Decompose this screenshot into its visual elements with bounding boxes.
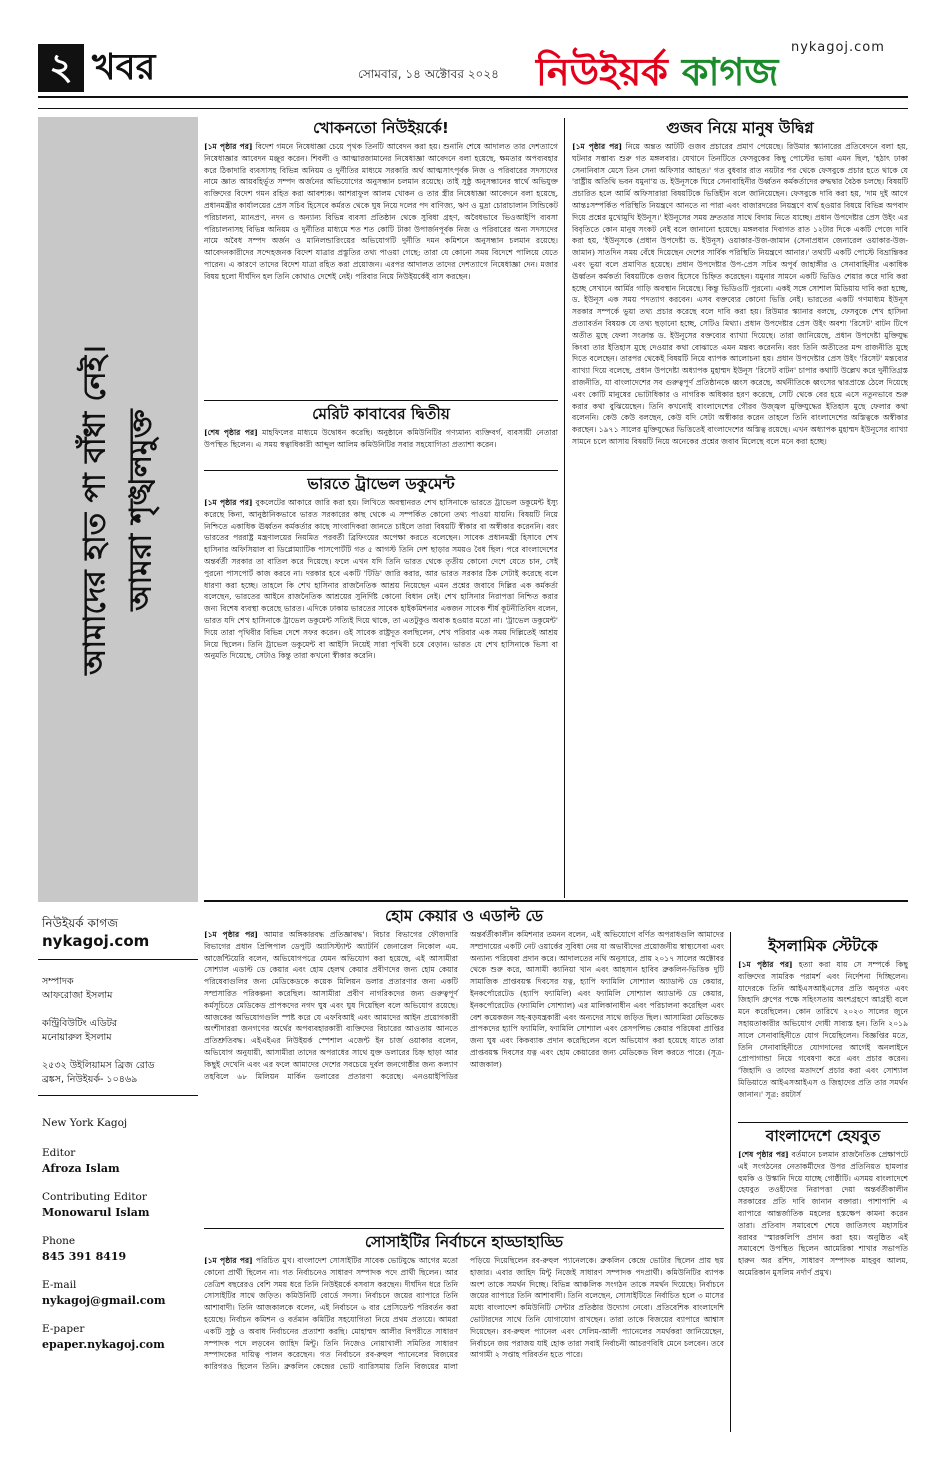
newspaper-logo — [536, 50, 778, 94]
article-merit-kabab — [204, 404, 558, 466]
masthead-rule-thin — [38, 108, 908, 109]
column-divider — [564, 118, 565, 898]
sidebar-rule — [38, 959, 198, 960]
article-khokon — [204, 118, 558, 396]
phone-number[interactable]: 845 391 8419 — [42, 1250, 127, 1263]
contrib-label: Contributing Editor — [42, 1191, 147, 1203]
address-line-2: ব্রঙ্কস, নিউইয়র্ক- ১০৪৬৯ — [42, 1074, 138, 1085]
article-lead: [১ম পৃষ্ঠার পর] — [204, 142, 253, 151]
article-hezbut — [738, 1126, 908, 1432]
article-separator — [204, 400, 558, 401]
article-headline: মেরিট কাবাবের দ্বিতীয় — [312, 405, 450, 423]
phone-label: Phone — [42, 1235, 76, 1247]
article-body — [572, 141, 908, 448]
issue-date: সোমবার, ১৪ অক্টোবর ২০২৪ — [358, 67, 499, 81]
slogan-line-1: আমাদের হাত পা বাঁধা নেই। — [77, 344, 113, 675]
article-text: পরিচিত মুখ। বাংলাদেশ সোসাইটির সাবেক ভোটযুদ্ধে আগের মতো কোনো প্রার্থী ছিলেন না। গত নির্বাচনেও সাধারণ সম্পাদক পদে প্রার্থী ছিলেন। আর তেত্রিশ বছরেরও বেশি সময় ধরে তিনি নিউইয়র্কে বসবাস করছেন। দীর্ঘদিন ধরে তিনি সোসাইটির সাথে জড়িত। কমিউনিটি বোর্ডে সদস্য। নির্বাচনে জয়ের ব্যাপারে তিনি আশাবাদী। তিনি আজকালকে বলেন, এই নির্বাচনে ৬ বার প্রেসিডেন্ট পরিবর্তন করা হয়েছে। নির্বাচন কমিশন ও বর্তমান কমিটির সহযোগিতা নিয়ে প্রথম প্রত্যয়ে। আমরা একটি সুষ্ঠু ও অবাধ নির্বাচনের প্রত্যাশা করছি। মোহাম্মদ আলীর বিপরীতে সাধারণ সম্পাদক পদে লড়বেন জাহিদ মিন্টু। তিনি নিজেও নোয়াখালী সমিতির সাধারণ সম্পাদকের দায়িত্ব পালন করেছেন। গত নির্বাচনে রব-রুহুল প্যানেলের বিজয়ের কারিগরও ছিলেন তিনি। ব্রুকলিন কেন্দ্রের ভোট ব্যারিসমায় তিনি বিজয়ের মালা পড়িয়ে দিয়েছিলেন রব-রুহুল প্যানেলকে। ব্রুকলিন কেন্দ্রে ভোটার ছিলেন প্রায় ছয় হাজার। এবার জাহিদ মিন্টু নিজেই সাধারণ সম্পাদক পদপ্রার্থী। কমিউনিটির ব্যাপক অংশ তাকে সমর্থন দিচ্ছে। বিভিন্ন আঞ্চলিক সংগঠন তাকে সমর্থন দিয়েছে। নির্বাচনে জয়ের ব্যাপারে তিনি আশাবাদী। তিনি বলেছেন, সোসাইটিতে নির্বাচিত হলে ৩ মাসের মধ্যে বাংলাদেশ কমিউনিটি সেন্টার প্রতিষ্ঠার উদ্যোগ নেবো। প্রতিবেশিক বাংলাদেশি ভোটারদের সাথে তিনি যোগাযোগ রাখছেন। তারা তাকে বিজয়ের ব্যাপারে আশ্বাস দিয়েছেন। রব-রুহুল প্যানেল এবং সেলিম-আলী প্যানেলের সমর্থকরা জানিয়েছেন, নির্বাচনে জয় পরাজয় যাই হোক তারা সবাই নির্বাচনী আচরণবিধি মেনে চলবেন। তবে আগামী ২ সপ্তাহ পরিবর্তন হতে পারে। — [204, 1256, 724, 1372]
sidebar-rule — [38, 1095, 198, 1096]
article-body — [204, 141, 558, 283]
paper-name-bn: নিউইয়র্ক কাগজ — [42, 916, 118, 930]
editor-label: Editor — [42, 1147, 76, 1159]
address-line-1: ২৫৩২ উইলিয়ামস ব্রিজ রোড — [42, 1060, 155, 1071]
contrib-name: Monowarul Islam — [42, 1206, 150, 1219]
article-separator — [204, 470, 558, 471]
article-body — [738, 1149, 908, 1279]
email-label: E-mail — [42, 1279, 77, 1291]
sidebar — [38, 117, 198, 1437]
section-separator — [204, 900, 908, 902]
email-address[interactable]: nykagoj@gmail.com — [42, 1294, 166, 1307]
editor-name-bn: আফরোজা ইসলাম — [42, 990, 113, 1001]
article-text: বর্তমানে চলমান রাজনৈতিক প্রেক্ষাপটে এই সংগঠনের নেতাকর্মীদের উপর প্রতিনিয়ত হামলার হুমকি ও উস্কানি দিয়ে যাচ্ছে গোষ্ঠীটি। এসময় বাংলাদেশে হেযবুত তওহীদের নিরাপত্তা দেয়া অন্তর্বর্তীকালীন সরকারের প্রতি দাবি জানান বক্তারা। পাশাপাশি এ ব্যাপারে আন্তর্জাতিক মহলের হস্তক্ষেপ কামনা করেন তারা। প্রতিবাদ সমাবেশে শেষে জাতিসংঘ মহাসচিব বরাবর 'স্মারকলিপি প্রদান করা হয়। অনুষ্ঠিত এই সমাবেশে উপস্থিত ছিলেন আমেরিকা শাখার সভাপতি হারুন অর রশিদ, সাধারণ সম্পাদক মাহবুব আলম, অমেরিকান মুসলিম নর্দার্ণ প্রমুখ। — [738, 1150, 908, 1277]
article-headline: হোম কেয়ার ও এডাল্ট ডে — [384, 907, 544, 925]
article-text: মাহফিলের মাধ্যমে উদ্বোধন করেছি। অনুষ্ঠানে কমিউনিটির গণ্যমান্য ব্যক্তিবর্গ, ব্যবসায়ী নেতারা উপস্থিত ছিলেন। এ সময় স্বত্বাধিকারী আব্দুল আলিম কমিউনিটির সবার সহযোগিতা প্রত্যাশা করেন। — [204, 428, 558, 449]
article-headline: ভারতে ট্রাভেল ডকুমেন্ট — [307, 475, 455, 493]
article-headline: গুজব নিয়ে মানুষ উদ্বিগ্ন — [666, 119, 814, 137]
sidebar-website[interactable]: nykagoj.com — [42, 932, 150, 950]
article-text: বিদেশ গমনে নিষেধাজ্ঞা চেয়ে পৃথক তিনটি আবেদন করা হয়। শুনানি শেষে আদালত তার দেশত্যাগে নিষেধাজ্ঞার আবেদন মঞ্জুর করেন। শিবলী ও আত্মারজামানের নিষেধাজ্ঞা আবেদনে বলা হয়েছে, ক্ষমতার অপব্যবহার করে ঠিকাদারি ব্যবসাসহ বিভিন্ন অনিয়ম ও দুর্নীতির মাধ্যমে সরকারি অর্থ আত্মসাৎপূর্বক নিজ ও পরিবারের সদস্যদের নামে জ্ঞাত আয়বহির্ভূত সম্পদ অর্জনের অভিযোগের অনুসন্ধান চলমান রয়েছে। তাই সুষ্ঠু অনুসন্ধানের স্বার্থে অভিযুক্ত ব্যক্তিদের বিদেশ গমন রহিত করা আবশ্যক। আশরাফুল আলম খোকন ও তার স্ত্রীর নিষেধাজ্ঞা আবেদনে বলা হয়েছে, প্রধানমন্ত্রীর কার্যালয়ের প্রেস সচিব হিসেবে কর্মরত থেকে ঘুষ নিয়ে দলের পদ বাণিজ্য, ঋণ ও মুদ্রা চোরাচালান সিন্ডিকেট পরিচালনা, ম্যানপ্রণ, নদন ও অন্যান্য বিভিন্ন ব্যবসা প্রতিষ্ঠান থেকে সুবিধা গ্রহণ, অবৈধভাবে ভিওআইপি ব্যবসা পরিচালনাসহ বিভিন্ন অনিয়ম ও দুর্নীতির মাধ্যমে শত শত কোটি টাকা উপার্জনপূর্বক নিজ ও পরিবারের অন্য সদস্যদের নামে অবৈধ সম্পদ অর্জন ও মানিলন্ডারিংয়ের অভিযোগটি দুর্নীতি দমন কমিশনে অনুসন্ধান চলমান রয়েছে। আবেদনকারীদের সন্দেহজনক বিদেশ যাত্রার প্রস্তুতির তথ্য পাওয়া গেছে; তারা যে কোনো সময় বিদেশে পালিয়ে যেতে পারেন। এ কারণে তাদের বিদেশ যাত্রা রহিত করা প্রয়োজন। এরপর আদালত তাদের দেশত্যাগে নিষেধাজ্ঞা দেন। মজার বিষয় হলো দীর্ঘদিন হল তিনি কোথাও দেশেই নেই। পরিবার নিয়ে নিউইয়র্কেই বাস করছেন। — [204, 142, 558, 281]
masthead — [0, 0, 945, 110]
article-society-election — [204, 1232, 724, 1432]
article-body — [204, 427, 558, 451]
article-lead: [১ম পৃষ্ঠার পর] — [204, 930, 258, 939]
article-lead: [শেষ পৃষ্ঠার পর] — [204, 428, 258, 437]
masthead-website[interactable]: nykagoj.com — [791, 40, 885, 55]
article-lead: [১ম পৃষ্ঠার পর] — [738, 960, 793, 969]
masthead-rule — [38, 96, 908, 98]
column-divider — [730, 932, 731, 1432]
article-headline: খোকনতো নিউইয়র্কে! — [313, 119, 449, 137]
article-headline: বাংলাদেশে হেযবুত — [765, 1127, 881, 1145]
article-travel-document — [204, 474, 558, 894]
logo-part-newyork: নিউইয়র্ক — [536, 50, 668, 94]
editor-label-bn: সম্পাদক — [42, 976, 74, 987]
logo-part-kagoj: কাগজ — [681, 50, 779, 94]
paper-name-en: New York Kagoj — [42, 1117, 128, 1129]
article-lead: [১ম পৃষ্ঠার পর] — [204, 498, 253, 507]
article-body — [204, 929, 724, 1082]
epaper-label: E-paper — [42, 1323, 85, 1335]
article-lead: [শেষ পৃষ্ঠার পর] — [738, 1150, 789, 1159]
article-home-care — [204, 906, 724, 1224]
article-text: বুকলেটের আকারে জারি করা হয়। লিখিতে অবস্থানরত শেখ হাসিনাকে ভারতে ট্রাভেল ডকুমেন্ট ইস্যু করেছে কিনা, আনুষ্ঠানিকভাবে ভারত সরকারের কাছ থেকে এ সম্পর্কিত কোনো তথ্য পাওয়া যায়নি। বিষয়টি নিয়ে নিশ্চিতে একাধিক ঊর্ধ্বতন কর্মকর্তার কাছে সাংবাদিকরা জানতে চাইলে তারা বিষয়টি স্বীকার বা অস্বীকার করেননি। বরং ভারতের পররাষ্ট্র মন্ত্রণালয়ের নিয়মিত পরবর্তী ব্রিফিংয়ের অপেক্ষা করতে বলেছেন। সাবেক প্রধানমন্ত্রী হিসাবে শেখ হাসিনার অফিসিয়াল বা ডিপ্লোম্যাটিক পাসপোর্টটি গত ৫ আগস্ট তিনি দেশ ছাড়ার সময়ও বৈধ ছিল। পরে বাংলাদেশের অন্তর্বর্তী সরকার তা বাতিল করে দিয়েছে। ফলে এখন যদি তিনি ভারত থেকে তৃতীয় কোনো দেশে যেতে চান, সেই পুরনো পাসপোর্ট কাজ করবে না। দরকার হবে একটি 'টিডি' জারি করার, আর ভারত সরকার ঠিক সেটাই করেছে বলে ধারণা করা হচ্ছে। তাহলে কি শেখ হাসিনার রাজনৈতিক আশ্রয় নিয়েছেন এমন প্রশ্নের জবাবে দিল্লির এক কর্মকর্তা বলেছেন, ভারতের আইনে রাজনৈতিক আশ্রয়ের সুনির্দিষ্ট কোনো বিধান নেই। শেখ হাসিনার নিরাপত্তা নিশ্চিত করার জন্য বিশেষ ব্যবস্থা করেছে ভারত। এদিকে ঢাকায় ভারতের সাবেক হাইকমিশনার একজন সাবেক শীর্ষ কূটনীতিবিদ বলেন, ভারত যদি শেখ হাসিনাকে ট্রাভেল ডকুমেন্ট সত্যিই দিয়ে থাকে, তা এতটুকুও অবাক হওয়ার মতো না। 'ট্রাভেল ডকুমেন্ট' দিয়ে তারা পৃথিবীর বিভিন্ন দেশে সফর করেন। ওই সাবেক রাষ্ট্রদূত বলছিলেন, শেখ পরিবার এক সময় দিল্লিতেই আশ্রয় নিয়ে ছিলেন। তিনি ট্রাভেল ডকুমেন্ট বা আইসি নিয়েই সারা পৃথিবী চষে বেড়ান। ভারত যে শেখ হাসিনাকে ভিসা বা অনুমতি দিয়েছে, সেটাও কিন্তু তারা কখনো স্বীকার করেনি। — [204, 498, 558, 661]
article-headline: ইসলামিক স্টেটকে — [768, 937, 878, 955]
page-number: ২ — [38, 44, 84, 92]
article-text: নিয়ে অন্তত আটটি গুজব প্রচারের প্রমাণ পেয়েছে। রিউমার স্ক্যানারের প্রতিবেদনে বলা হয়, ঘটনার সম্ভাব্য শুরু গত মঙ্গলবার। যেখানে তিনটিতে ফেসবুকের কিছু পোস্টের ভাষা এমন ছিল, 'হঠাৎ ঢাকা সেনানিবাস মেসে তিন সেনা অফিসার আহত।' গত বুধবার রাত নয়টার পর থেকে ফেসবুকে প্রচার হতে থাকে যে 'রাষ্ট্রীয় অতিথি ভবন যমুনা'য় ড. ইউনূসকে ঘিরে সেনাবাহিনীর উর্ধ্বতন কর্মকর্তাদের রুদ্ধদ্বার বৈঠক চলছে। বিষয়টি প্রচারিত হলে আর্মি অফিসারারা বিষয়টিকে ভিত্তিহীন বলে জানিয়েছেন। ফেসবুকে দাবি করা হয়, 'দাম দুই আগে আন্তঃসম্পর্কিত পরিস্থিতি নিয়ন্ত্রণে আনতে না পারা এবং বাজারদরের নিয়ন্ত্রণে ব্যর্থ হওয়ার বিষয়ে বিভিন্ন অপবাদ দিয়ে প্রশ্নের মুখোমুখি ইউনূস।' ইউনূসের সময় দ্রুততার সাথে বিদায় নিতে যাচ্ছে। প্রধান উপদেষ্টার প্রেস উইং এর বিবৃতিতে কোন মানুষ সংকট নেই বলে জানানো হয়েছে। মঙ্গলবার দিবাগত রাত ১২টার দিকে একটি পেজে দাবি করা হয়, 'ইউনূসকে (প্রধান উপদেষ্টা ড. ইউনূস) ওয়াকার-উজ-জামান (সেনাপ্রধান জেনারেল ওয়াকার-উজ-জামান) সাতদিন সময় বেঁধে দিয়েছেন দেশের সার্বিক পরিস্থিতি নিয়ন্ত্রণে আনার।' তথ্যটি একটি পোস্টে বিভ্রান্তিকর এবং ভুয়া বলে প্রমাণিত হয়েছে। প্রধান উপদেষ্টার উপ-প্রেস সচিব অপূর্ব জাহাঙ্গীর ও সেনাবাহিনীর একাধিক ঊর্ধ্বতন কর্মকর্তা বিষয়টিকে গুজব হিসেবে চিহ্নিত করেছেন। যমুনার সামনে একটি ভিডিও শেয়ার করে দাবি করা হচ্ছে সেখানে আর্মির গাড়ি অবস্থান নিয়েছে। কিন্তু ভিডিওটি পুরনো। একই সঙ্গে সোশাল মিডিয়ায় দাবি করা হচ্ছে, ড. ইউনূস এক সময় পদত্যাগ করবেন। এসব বক্তব্যের কোনো ভিত্তি নেই। ভারতের একটি গণমাধ্যম ইউনূস সরকার সম্পর্কে ভুয়া তথ্য প্রচার করেছে বলে দাবি করা হয়। রিউমার স্ক্যানার বলছে, ফেসবুকে শেখ হাসিনা প্রত্যাবর্তন বিষয়ক যে তথ্য ছড়ানো হচ্ছে, সেটিও মিথ্যা। প্রধান উপদেষ্টার প্রেস উইং অবশ্য 'রিসেট' বাটন টিপে অতীত মুছে ফেলা সংক্রান্ত ড. ইউনূসের বক্তব্যের ব্যাখ্যা দিয়েছে। তারা জানিয়েছে, প্রধান উপদেষ্টা মুক্তিযুদ্ধ কিংবা তার ইতিহাস মুছে দেওয়ার কথা বোঝাতে এমন মন্তব্য করেননি। বরং তিনি অতীতের মন্দ রাজনীতি মুছে দিতে বলেছেন। তারপর থেকেই বিষয়টি নিয়ে ব্যাপক আলোচনা হয়। প্রধান উপদেষ্টার প্রেস উইং 'রিসেট' মন্তব্যের ব্যাখ্যা দিয়ে বলেছে, প্রধান উপদেষ্টা অধ্যাপক মুহাম্মদ ইউনূস 'রিসেট বাটন' চাপার কথাটি উল্লেখ করে দুর্নীতিগ্রস্ত রাজনীতি, যা বাংলাদেশের সব গুরুত্বপূর্ণ প্রতিষ্ঠানকে ধ্বংস করেছে, অর্থনীতিকে ধ্বংসের দ্বারপ্রান্তে ঠেলে দিয়েছে এবং কোটি মানুষের ভোটাধিকার ও নাগরিক অধিকার হরণ করেছে, সেটি থেকে বের হয়ে এসে নতুনভাবে শুরু করার কথা বুঝিয়েছেন। তিনি কখনোই বাংলাদেশের গৌরব উজ্জ্বল মুক্তিযুদ্ধের ইতিহাস মুছে ফেলার কথা বলেননি। কেউ কেউ বলছেন, কেউ যদি সেটা অস্বীকার করেন তাহলে তিনি বাংলাদেশের অস্তিত্বকে অস্বীকার করছেন। ১৯৭১ সালের মুক্তিযুদ্ধের ভিত্তিতেই বাংলাদেশের অস্তিত্ব রয়েছে। এখন অধ্যাপক মুহাম্মদ ইউনূসের ব্যাখ্যা সামনে চলে আসায় বিষয়টি নিয়ে অনেকের প্রশ্নের জবাব মিলেছে বলে মনে করা হচ্ছে। — [572, 142, 908, 446]
article-separator — [204, 1228, 724, 1229]
contrib-name-bn: মনোয়ারুল ইসলাম — [42, 1032, 112, 1043]
article-body — [204, 1255, 724, 1373]
section-title: খবর — [92, 47, 156, 88]
slogan-line-2: আমরা শৃঙ্খলমুক্ত — [123, 408, 159, 611]
article-lead: [১ম পৃষ্ঠার পর] — [204, 1256, 253, 1265]
contrib-label-bn: কন্ট্রিবিউটিং এডিটর — [42, 1018, 118, 1029]
article-lead: [১ম পৃষ্ঠার পর] — [572, 142, 623, 151]
article-text: হত্যা করা যায় সে সম্পর্কে কিছু ব্যক্তিদের সামরিক পরামর্শ এবং নির্দেশনা দিচ্ছিলেন। যাদেরকে তিনি আইএসআইএসের প্রতি অনুগত এবং জিহাদি গ্রুপের পক্ষে সহিংসতায় অংশগ্রহণে আগ্রহী বলে মনে করেছিলেন। কোন তারিখে ২০২৩ সালের জুনে সহায়তাকারীর অভিযোগ দোষী সাব্যস্ত হন। তিনি ২০১৯ সালে সেনাবাহিনীতে যোগ দিয়েছিলেন। বিজ্ঞপ্তির মতে, তিনি সেনাবাহিনীতে যোগদানের আগেই অনলাইনে প্রোপাগান্ডা নিয়ে গবেষণা করে এবং প্রচার করেন। 'জিহাদি ও তাদের মতাদর্শে প্রচার করা এবং সোশ্যাল মিডিয়াতে আইএসআইএস ও জিহাদের প্রতি তার সমর্থন জানান।' সূত্র: রয়টার্স — [738, 960, 908, 1099]
slogan-vertical — [38, 117, 198, 902]
article-headline: সোসাইটির নির্বাচনে হাড্ডাহাড্ডি — [364, 1233, 564, 1251]
article-body — [738, 959, 908, 1101]
epaper-url[interactable]: epaper.nykagoj.com — [42, 1338, 165, 1351]
article-islamic-state — [738, 936, 908, 1116]
article-text: আমার অঙ্গিকারবদ্ধ প্রতিজ্ঞাবদ্ধ'। বিচার বিভাগের ফৌজদারি বিভাগের প্রধান প্রিন্সিপাল ডেপুটি অ্যাসিস্ট্যান্ট অ্যাটর্নি জেনারেল নিকোল এম. আর্জেন্টিয়েরি বলেন, অভিযোগপত্রে যেমন অভিযোগ করা হয়েছে, এই আসামীরা সোশ্যাল এডাল্ট ডে কেয়ার এবং হোম হেলথ কেয়ার প্রবীণদের জন্য হোম কেয়ার পরিষেবাগুলির জন্য মেডিকেডকে কয়েক মিলিয়ন ডলার প্রতারণার জন্য একটি সম্প্রসারিত পরিকল্পনা করেছিল। আসামীরা প্রবীণ নাগরিকদের জন্য গুরুত্বপূর্ণ কর্মসূচিতে মেডিকেড প্রাপকদের নগদ ঘুষ এবং ঘুষ দিয়েছিল বলে অভিযোগ রয়েছে। আজকের অভিযোগগুলি স্পষ্ট করে যে এফবিআই এবং আমাদের আইন প্রয়োগকারী অংশীদাররা জনগণের অর্থের অপব্যবহারকারী ব্যক্তিদের বিচারের আওতায় আনতে প্রতিশ্রুতিবদ্ধ। এইএইএর নিউইয়র্ক স্পেশাল এজেন্ট ইন চার্জ ওয়াকার বলেন, অভিযোগ অনুযায়ী, আসামীরা তাদের অপরাধের সাথে যুক্ত ডলারের চিহ্ন ছাড়া আর কিছুই দেখেনি এবং এর ফলে আমাদের দেশের সবচেয়ে দুর্বল জনগোষ্ঠীর জন্য কল্যাণ তহবিলে ৬৮ মিলিয়ন মার্কিন ডলারের প্রতারণা করেছে। এনওয়াইপিডির অন্তর্বর্তীকালীন কমিশনার তমনন বলেন, এই অভিযোগে বর্ণিত অপরাধগুলি আমাদের সম্প্রদায়ের একটি নেট ওয়ার্কের সুবিধা নেয় যা অভাবীদের প্রয়োজনীয় স্বাস্থ্যসেবা এবং অন্যান্য পরিষেবা প্রদান করে। আদালতের নথি অনুসারে, প্রায় ২০১৭ সালের অক্টোবর থেকে শুরু করে, আসামী ক্যানিয়া খান এবং আহসান হাবিব ব্রুকলিন-ভিত্তিক দুটি সামাজিক প্রাপ্তবয়স্ক দিবসের যত্ন, হ্যাপি ফ্যামিলি সোশ্যাল অ্যাডাল্ট ডে কেয়ার, ইনকর্পোরেটেড (হ্যাপি ফ্যামিলি) এবং ফ্যামিলি সোশ্যাল অ্যাডাল্ট ডে কেয়ার, ইনকর্পোরেটেড (ফ্যামিলি সোশ্যাল) এর মালিকানাধীন এবং পরিচালনা করেছিল এবং বেশ কয়েকজন সহ-ষড়যন্ত্রকারী এবং অন্যদের সাথে জড়িত ছিল। আসামিরা মেডিকেড প্রাপকদের হ্যাপি ফ্যামিলি, ফ্যামিলি সোশ্যাল এবং রেসপন্সিভ কেয়ার পরিষেবা প্রাপ্তির জন্য ঘুষ এবং কিকব্যাক প্রদান করেছিলেন বলে অভিযোগ করা হয়েছে যাতে তারা প্রাপ্তবয়স্ক দিবসের যত্ন এবং হোম কেয়ারের জন্য মেডিকেড বিল করতে পারে। (সূত্র-আজকাল) — [204, 930, 724, 1081]
editor-name: Afroza Islam — [42, 1162, 120, 1175]
article-separator — [738, 1122, 908, 1123]
article-rumor — [572, 118, 908, 896]
article-body — [204, 497, 558, 662]
